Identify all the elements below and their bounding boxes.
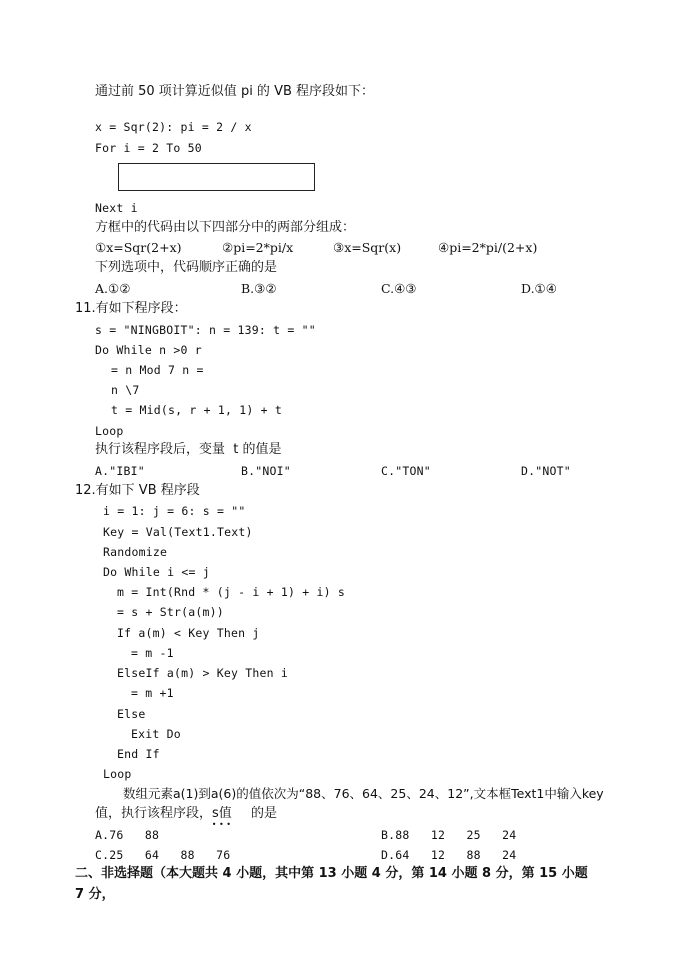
q11-option-b: B."NOI" [241, 464, 291, 478]
q10-code-blank-box [118, 163, 315, 191]
q11-code-line-4: n \7 [111, 383, 140, 397]
q10-option-b: B.③② [241, 281, 277, 296]
q12-code-line-12: Exit Do [131, 727, 181, 741]
q10-description: 方框中的代码由以下四部分中的两部分组成： [95, 220, 356, 235]
q10-option-a: A.①② [95, 281, 131, 296]
q11-code-line-3: = n Mod 7 n = [111, 363, 204, 377]
q12-code-line-10: = m +1 [131, 686, 174, 700]
q10-part-2: ②pi=2*pi/x [222, 240, 294, 255]
q12-code-line-9: ElseIf a(m) > Key Then i [117, 666, 288, 680]
q10-question: 下列选项中，代码顺序正确的是 [95, 260, 278, 275]
emphasis-dots: • • • [211, 820, 232, 829]
q12-code-line-7: If a(m) < Key Then j [117, 626, 260, 640]
q11-question: 执行该程序段后，变量 t 的值是 [95, 442, 282, 457]
section2-heading-line-1: 二、非选择题（本大题共 4 小题，其中第 13 小题 4 分，第 14 小题 8 分，第 15 小题 [75, 866, 588, 881]
q12-description-main: 值，执行该程序段，s值 [95, 806, 232, 821]
q10-part-4: ④pi=2*pi/(2+x) [438, 240, 538, 255]
q10-option-c: C.④③ [381, 281, 417, 296]
q12-code-line-3: Randomize [103, 545, 168, 559]
q12-description-line-2 [95, 806, 278, 829]
q10-part-3: ③x=Sqr(x) [333, 240, 402, 255]
q12-code-line-11: Else [117, 707, 146, 721]
q12-code-line-4: Do While i <= j [103, 565, 210, 579]
q12-code-line-14: Loop [103, 767, 132, 781]
q12-option-a: A.76 88 [95, 828, 160, 842]
q12-code-line-13: End If [117, 747, 160, 761]
q10-intro: 通过前 50 项计算近似值 pi 的 VB 程序段如下： [95, 84, 375, 99]
q11-code-line-6: Loop [95, 424, 124, 438]
q12-option-d: D.64 12 88 24 [381, 848, 517, 862]
q11-code-line-1: s = "NINGBOIT": n = 139: t = "" [95, 323, 316, 337]
q10-part-1: ①x=Sqr(2+x) [95, 240, 182, 255]
q10-option-d: D.①④ [521, 281, 557, 296]
q10-code-line-2: For i = 2 To 50 [95, 141, 202, 155]
q12-title: 12.有如下 VB 程序段 [75, 483, 200, 498]
q10-code-line-3: Next i [95, 201, 138, 215]
q11-option-a: A."IBI" [95, 464, 145, 478]
q12-code-line-2: Key = Val(Text1.Text) [103, 525, 253, 539]
q12-code-line-8: = m -1 [131, 646, 174, 660]
q12-option-b: B.88 12 25 24 [381, 828, 517, 842]
section2-heading-line-2: 7 分， [75, 887, 115, 902]
q12-code-line-5: m = Int(Rnd * (j - i + 1) + i) s [117, 585, 345, 599]
q11-option-d: D."NOT" [521, 464, 571, 478]
q12-option-c: C.25 64 88 76 [95, 848, 231, 862]
q11-title: 11.有如下程序段： [75, 301, 187, 316]
q10-code-line-1: x = Sqr(2): pi = 2 / x [95, 120, 252, 134]
q11-option-c: C."TON" [381, 464, 431, 478]
q12-code-line-1: i = 1: j = 6: s = "" [103, 504, 246, 518]
q12-description-line-1: 数组元素a(1)到a(6)的值依次为“88、76、64、25、24、12”,文本框Text1中输入key [123, 786, 604, 801]
q12-description-tail: 的是 [251, 806, 278, 821]
q11-code-line-5: t = Mid(s, r + 1, 1) + t [111, 403, 282, 417]
q12-code-line-6: = s + Str(a(m)) [117, 605, 224, 619]
q11-code-line-2: Do While n >0 r [95, 343, 202, 357]
